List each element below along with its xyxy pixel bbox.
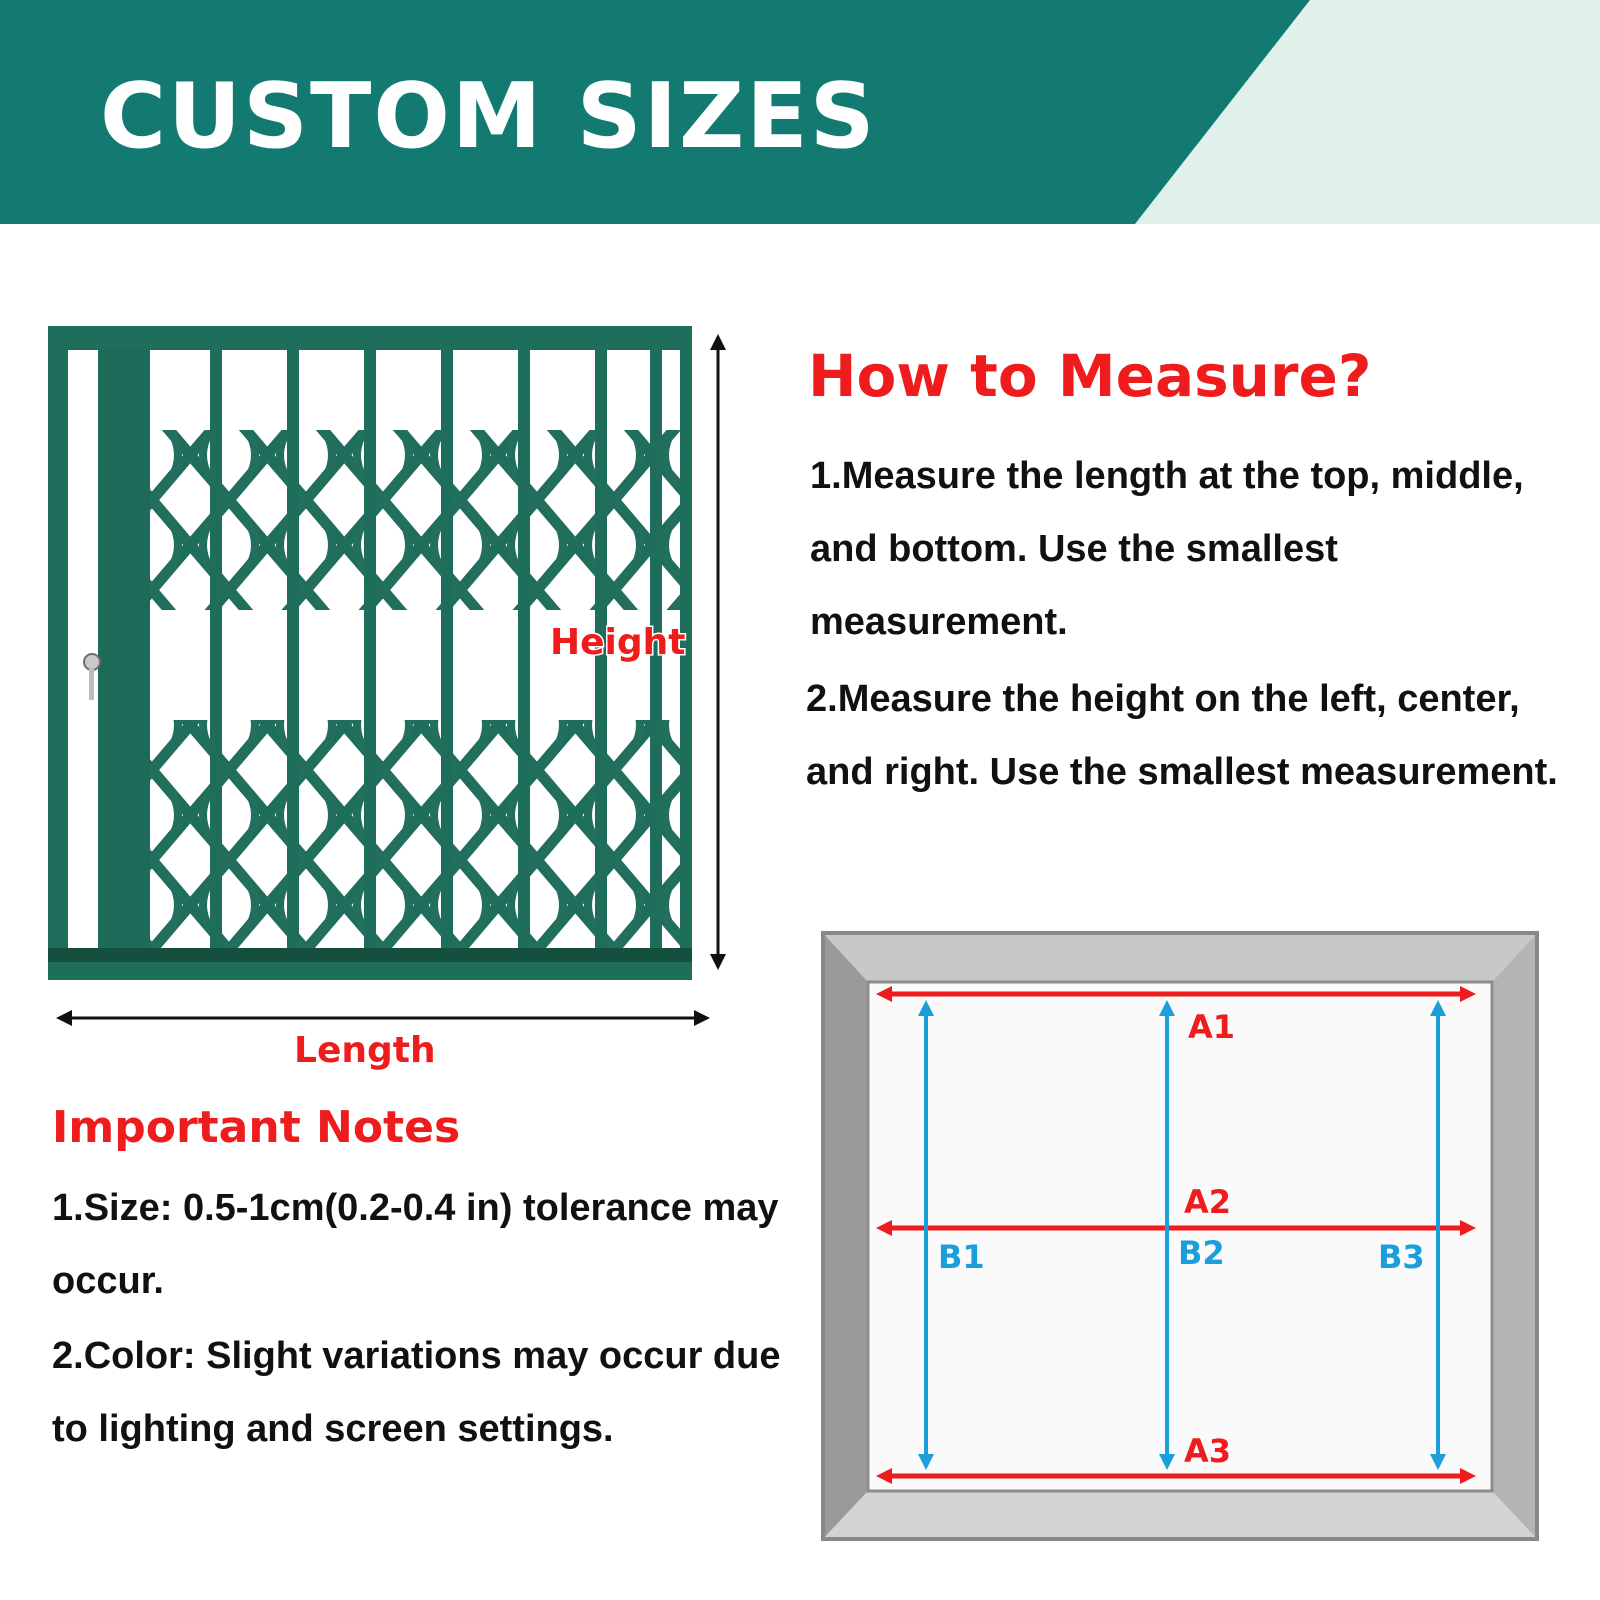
height-label: Height <box>550 622 686 663</box>
length-arrow <box>56 1010 710 1026</box>
frame-top-bevel <box>823 933 1537 982</box>
note-size: 1.Size: 0.5-1cm(0.2-0.4 in) tolerance may occur. <box>52 1187 779 1302</box>
label-b1: B1 <box>938 1238 985 1276</box>
gate-bar <box>518 350 530 958</box>
lock-icon <box>84 654 100 670</box>
label-b3: B3 <box>1378 1238 1425 1276</box>
banner-title: CUSTOM SIZES <box>100 64 877 169</box>
gate-bar <box>364 350 376 958</box>
label-a3: A3 <box>1184 1432 1232 1470</box>
measure-step-2: 2.Measure the height on the left, center, and right. Use the smallest measurement. <box>806 678 1558 793</box>
gate-figure <box>40 320 760 1100</box>
key-icon <box>89 668 94 700</box>
gate-lock-post <box>98 350 150 958</box>
height-arrow <box>710 334 726 970</box>
how-to-measure-heading: How to Measure? <box>808 342 1372 410</box>
label-a1: A1 <box>1188 1008 1236 1046</box>
gate-bottom-rail <box>48 948 692 962</box>
gate-bar <box>210 350 222 958</box>
label-b2: B2 <box>1178 1234 1225 1272</box>
gate-bar <box>441 350 453 958</box>
frame-right-bevel <box>1492 933 1537 1539</box>
important-notes-heading: Important Notes <box>52 1102 461 1153</box>
length-label: Length <box>294 1030 436 1071</box>
label-a2: A2 <box>1184 1183 1232 1221</box>
frame-bottom-bevel <box>823 1491 1537 1539</box>
frame-figure <box>820 930 1540 1542</box>
gate-bar <box>287 350 299 958</box>
measure-step-1: 1.Measure the length at the top, middle, and bottom. Use the smallest measurement. <box>810 455 1524 643</box>
frame-left-bevel <box>823 933 868 1539</box>
note-color: 2.Color: Slight variations may occur due to lighting and screen settings. <box>52 1335 781 1450</box>
